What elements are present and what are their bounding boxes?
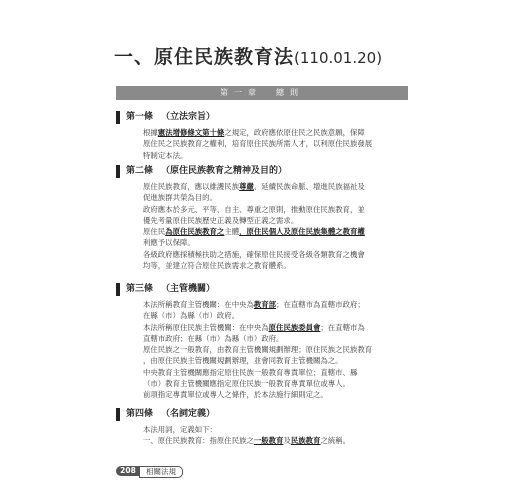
- paragraph-text: 直轄市政府；在縣（市）為縣（市）政府。: [143, 333, 284, 343]
- paragraph-text: 原住民族教育，應以維護民族: [143, 182, 240, 191]
- paragraph-text: 本法所稱教育主管機關：在中央為: [143, 300, 254, 309]
- chapter-heading: 第一章 總則: [116, 86, 408, 100]
- underlined-term: 尊嚴: [239, 182, 254, 191]
- article-paragraph: [143, 367, 416, 378]
- article-paragraph: [143, 299, 416, 310]
- paragraph-text: 本法用詞，定義如下：: [143, 425, 217, 434]
- article-number: 第四條: [126, 409, 154, 419]
- article-paragraph: [143, 181, 416, 192]
- article-number: 第三條: [126, 284, 154, 294]
- paragraph-text: 之統稱。: [320, 436, 351, 446]
- article-number: 第二條: [126, 166, 154, 176]
- article-paragraph: [143, 344, 416, 355]
- article-paragraph: [143, 249, 416, 260]
- paragraph-text: 前項指定專責單位或專人之條件，於本法施行細則定之。: [143, 390, 328, 400]
- article-subject: （原住民族教育之精神及目的）: [161, 166, 288, 176]
- article-paragraph: [143, 192, 416, 203]
- paragraph-text: 政府應本於多元、平等、自主、尊重之原則，推動原住民族教育，並: [143, 204, 365, 214]
- paragraph-text: ；在直轄市為: [320, 322, 365, 332]
- page-number: 208: [116, 466, 140, 476]
- article-paragraph: [143, 322, 416, 333]
- article-subject: （名詞定義）: [161, 409, 216, 419]
- footer-section-name: 相關法規: [139, 466, 183, 478]
- article-paragraph: [143, 355, 416, 366]
- article-paragraph: [143, 138, 416, 149]
- page-footer: [116, 466, 183, 478]
- paragraph-text: 及: [283, 436, 291, 446]
- paragraph-text: （市）教育主管機關應指定原住民族一般教育專責單位或專人。: [143, 379, 350, 389]
- paragraph-text: 原住民: [143, 227, 166, 237]
- underlined-term: 一般教育: [253, 436, 284, 446]
- article-paragraph: [143, 435, 416, 446]
- underlined-term: ，原住民個人及原住民族集體之教育權: [239, 227, 365, 237]
- paragraph-text: 、延續民族命脈、增進民族福祉及: [253, 182, 365, 191]
- article-paragraph: [143, 215, 416, 226]
- article: [116, 165, 416, 271]
- article-paragraph: [143, 204, 416, 215]
- article: [116, 408, 416, 447]
- paragraph-text: 促進族群共榮為目的。: [143, 193, 217, 203]
- underlined-term: 教育部: [253, 300, 277, 309]
- underlined-term: 為原住民族教育之: [165, 227, 225, 237]
- paragraph-text: 本法所稱原住民族主管機關：在中央為: [143, 322, 269, 332]
- article-paragraph: [143, 424, 416, 435]
- paragraph-text: 根據: [143, 128, 158, 137]
- article: [116, 283, 416, 401]
- paragraph-text: 在縣（市）為縣（市）政府。: [143, 311, 240, 321]
- paragraph-text: 一、原住民族教育：指原住民族之: [143, 436, 254, 446]
- article-paragraph: [143, 237, 416, 248]
- article-heading: [116, 283, 416, 296]
- article: [116, 111, 416, 161]
- article-paragraph: [143, 333, 416, 344]
- paragraph-text: 優先考量原住民族歷史正義及轉型正義之需求。: [143, 215, 299, 225]
- article-paragraph: [143, 127, 416, 138]
- article-paragraph: [143, 226, 416, 237]
- paragraph-text: 原住民之民族教育之權利，培育原住民族所需人才，以利原住民族發展: [143, 139, 373, 149]
- article-paragraph: [143, 389, 416, 400]
- article-heading: [116, 408, 416, 421]
- article-paragraph: [143, 310, 416, 321]
- paragraph-text: ；在直轄市為直轄市政府；: [276, 300, 365, 309]
- paragraph-text: 主體: [224, 227, 240, 237]
- title-text: 一、原住民族教育法: [114, 46, 295, 68]
- article-heading: [116, 111, 416, 124]
- article-subject: （立法宗旨）: [161, 112, 216, 122]
- paragraph-text: 均等，並建立符合原住民族需求之教育體系。: [143, 261, 291, 271]
- paragraph-text: 利應予以保障。: [143, 238, 195, 248]
- paragraph-text: 中央教育主管機關應指定原住民族一般教育專責單位；直轄市、縣: [143, 367, 358, 377]
- page-title: [114, 42, 382, 69]
- underlined-term: 民族教育: [290, 436, 321, 446]
- article-number: 第一條: [126, 112, 154, 122]
- article-paragraph: [143, 150, 416, 161]
- article-heading: [116, 165, 416, 178]
- paragraph-text: 原住民族之一般教育，由教育主管機關規劃辦理；原住民族之民族教育: [143, 345, 373, 355]
- underlined-term: 原住民族委員會: [268, 322, 321, 332]
- paragraph-text: 特制定本法。: [143, 150, 188, 160]
- underlined-term: 憲法增修條文第十條: [157, 128, 225, 137]
- paragraph-text: ，由原住民族主管機關規劃辦理，並會同教育主管機關為之。: [143, 356, 343, 366]
- paragraph-text: 之規定，政府應依原住民之民族意願，保障: [224, 128, 365, 137]
- article-subject: （主管機關）: [161, 284, 216, 294]
- article-paragraph: [143, 260, 416, 271]
- paragraph-text: 各級政府應採積極扶助之措施，確保原住民接受各級各類教育之機會: [143, 249, 365, 259]
- title-date: (110.01.20): [294, 49, 383, 67]
- article-paragraph: [143, 378, 416, 389]
